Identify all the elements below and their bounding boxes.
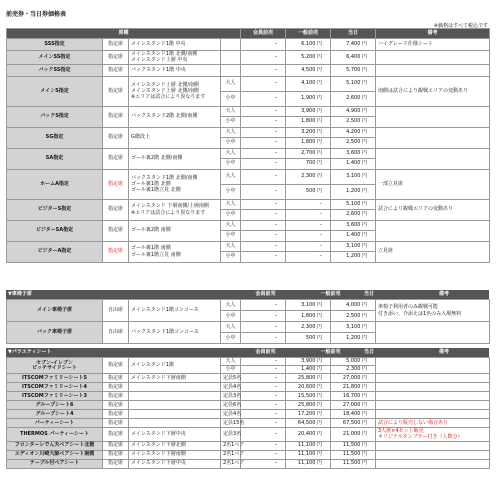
seat-row — [7, 106, 490, 117]
seat-advance-price: – — [241, 76, 286, 91]
wheelchair-name: メイン車椅子席 — [7, 300, 103, 322]
seat-seat-area: ゴール裏2階 南側 — [129, 220, 221, 241]
seat-general-price: 5,200 円 — [286, 51, 331, 65]
col-remarks: 備考 — [438, 349, 449, 355]
seat-sameday-price: 4,900 円 — [331, 106, 376, 117]
seat-seat-area: メインスタンド 下層南側/上層南側 ※エリアは試合により異なります — [129, 199, 221, 220]
seat-advance-price: – — [241, 138, 286, 149]
seat-row — [7, 39, 490, 51]
seat-remarks — [376, 220, 490, 241]
seat-row — [7, 64, 490, 76]
seat-advance-price: – — [241, 241, 286, 252]
seat-ticket-type: 小中 — [221, 159, 241, 170]
party-name: ITSCOMファミリーシート5 — [7, 374, 103, 383]
seat-name: バックSS指定 — [7, 64, 103, 76]
seat-seat-area: ゴール裏2階 北側/南側 — [129, 148, 221, 169]
seat-row — [7, 241, 490, 252]
seat-ticket-type: 小中 — [221, 231, 241, 242]
seat-sameday-price: 1,400 円 — [331, 159, 376, 170]
seat-class: 指定席 — [103, 241, 129, 262]
party-seat-area — [129, 383, 221, 392]
party-name: ITSCOMファミリーシート3 — [7, 392, 103, 401]
party-sameday-price: 2,300 円 — [331, 366, 376, 374]
seat-name: ホームA指定 — [7, 169, 103, 199]
party-advance-price: – — [241, 459, 286, 468]
party-sameday-price: 21,000 円 — [331, 428, 376, 442]
seat-advance-price: – — [241, 252, 286, 263]
seat-general-price: 1,800 円 — [286, 138, 331, 149]
seat-sameday-price: 1,200 円 — [331, 252, 376, 263]
seat-seat-area: バックスタンド1階 中央 — [129, 64, 221, 76]
seat-ticket-type: 大人 — [221, 220, 241, 231]
party-remarks — [376, 358, 490, 374]
seat-class: 指定席 — [103, 76, 129, 106]
party-name: ITSCOMファミリーシート4 — [7, 383, 103, 392]
seat-remarks — [376, 106, 490, 127]
seat-class: 指定席 — [103, 64, 129, 76]
seat-sameday-price: 3,600 円 — [331, 148, 376, 159]
seat-name: ビジターA指定 — [7, 241, 103, 262]
party-ticket-type: 小中 — [221, 366, 241, 374]
seat-ticket-type: 大人 — [221, 127, 241, 138]
party-advance-price: – — [241, 410, 286, 419]
seat-class: 指定席 — [103, 127, 129, 148]
party-advance-price: – — [241, 428, 286, 442]
party-name: テーブル付ペアシート — [7, 459, 103, 468]
party-remarks — [376, 401, 490, 410]
wheelchair-name: バック車椅子席 — [7, 322, 103, 344]
seat-advance-price: – — [241, 106, 286, 117]
seat-advance-price: – — [241, 231, 286, 242]
seat-general-price: 700 円 — [286, 159, 331, 170]
party-row — [7, 358, 490, 366]
wheelchair-row — [7, 322, 490, 333]
party-seat-area: メインスタンド下層中央 — [129, 428, 221, 442]
party-name: セブン-イレブン ピッチサイドシート — [7, 358, 103, 374]
party-ticket-type: 定員3名 — [221, 392, 241, 401]
seat-general-price: – — [286, 241, 331, 252]
party-class: 指定席 — [103, 441, 129, 450]
party-general-price: 20,400 円 — [286, 428, 331, 442]
seat-name: SSS指定 — [7, 39, 103, 51]
seat-advance-price: – — [241, 169, 286, 184]
seat-advance-price: – — [241, 64, 286, 76]
wheelchair-price-table — [6, 299, 490, 344]
header-sameday: 当日 — [331, 29, 376, 39]
seat-name: メインSS指定 — [7, 51, 103, 65]
party-seat-area: メインスタンド下層北側 — [129, 441, 221, 450]
wheelchair-seat-area: メインスタンド1階コンコース — [129, 300, 221, 322]
seat-class: 指定席 — [103, 169, 129, 199]
seat-name: SA指定 — [7, 148, 103, 169]
seat-row — [7, 220, 490, 231]
party-ticket-type: 定員5名 — [221, 374, 241, 383]
wheelchair-general-price: 2,300 円 — [286, 322, 331, 333]
party-ticket-type: 2名1ペア — [221, 459, 241, 468]
seat-name: SG指定 — [7, 127, 103, 148]
seat-sameday-price: 1,200 円 — [331, 184, 376, 199]
seat-class: 指定席 — [103, 106, 129, 127]
seat-sameday-price: 5,100 円 — [331, 199, 376, 210]
seat-class: 指定席 — [103, 220, 129, 241]
party-general-price: 25,800 円 — [286, 374, 331, 383]
party-sameday-price: 5,000 円 — [331, 358, 376, 366]
party-row — [7, 383, 490, 392]
seat-row — [7, 148, 490, 159]
party-ticket-type: 定員15名 — [221, 419, 241, 428]
seat-advance-price: – — [241, 39, 286, 51]
seat-advance-price: – — [241, 148, 286, 159]
col-sameday: 当日 — [363, 291, 374, 297]
seat-remarks — [376, 51, 490, 65]
party-ticket-type: 定員3名 — [221, 428, 241, 442]
col-sameday: 当日 — [363, 349, 374, 355]
tax-note: ※価格はすべて税込です — [433, 23, 488, 29]
wheelchair-advance-price: – — [241, 333, 286, 344]
wheelchair-class: 自由席 — [103, 322, 129, 344]
party-advance-price: – — [241, 401, 286, 410]
seat-seat-area: メインスタンド1階 中央 — [129, 39, 221, 51]
party-sameday-price: 27,000 円 — [331, 401, 376, 410]
seat-sameday-price: 5,100 円 — [331, 76, 376, 91]
party-seat-area — [129, 419, 221, 428]
seat-seat-area: バックスタンド2階 北側/南側 — [129, 106, 221, 127]
header-row — [7, 29, 490, 39]
seat-remarks — [376, 127, 490, 148]
seat-ticket-type: 大人 — [221, 241, 241, 252]
seat-remarks: 南側は試合により観戦エリアの変動あり — [376, 76, 490, 106]
party-general-price: 17,200 円 — [286, 410, 331, 419]
party-general-price: 1,400 円 — [286, 366, 331, 374]
seat-name: メインS指定 — [7, 76, 103, 106]
seat-ticket-type: 大人 — [221, 199, 241, 210]
party-general-price: 20,600 円 — [286, 383, 331, 392]
wheelchair-sameday-price: 1,200 円 — [331, 333, 376, 344]
seat-ticket-type: 小中 — [221, 210, 241, 221]
party-row — [7, 441, 490, 450]
seat-seat-area: メインスタンド上層 北側/南側 メインスタンド上層 北側/南側 ※エリアは試合により異なります — [129, 76, 221, 106]
party-advance-price: – — [241, 383, 286, 392]
header-seat: 席種 — [7, 29, 241, 39]
seat-remarks: 試合により観戦エリアの変動あり — [376, 199, 490, 220]
seat-ticket-type: 小中 — [221, 138, 241, 149]
seat-ticket-type: 小中 — [221, 252, 241, 263]
seat-sameday-price: 4,200 円 — [331, 127, 376, 138]
party-seat-area: メインスタンド1階 — [129, 358, 221, 374]
party-name: グループシート4 — [7, 410, 103, 419]
party-general-price: 11,100 円 — [286, 450, 331, 459]
wheelchair-advance-price: – — [241, 311, 286, 322]
party-sameday-price: 21,800 円 — [331, 383, 376, 392]
seat-general-price: 1,900 円 — [286, 91, 331, 106]
party-class: 指定席 — [103, 358, 129, 374]
party-row — [7, 410, 490, 419]
seat-advance-price: – — [241, 199, 286, 210]
party-remarks — [376, 392, 490, 401]
wheelchair-section-header — [6, 290, 489, 299]
wheelchair-sameday-price: 4,000 円 — [331, 300, 376, 311]
seat-general-price: 3,900 円 — [286, 106, 331, 117]
seat-sameday-price: 2,500 円 — [331, 117, 376, 128]
party-class: 指定席 — [103, 428, 129, 442]
party-general-price: 11,100 円 — [286, 441, 331, 450]
seat-row — [7, 127, 490, 138]
seat-row — [7, 51, 490, 65]
party-advance-price: – — [241, 366, 286, 374]
col-advance: 会員前売 — [255, 291, 276, 297]
seat-seat-area: G階段上 — [129, 127, 221, 148]
party-section-label: ▼パラエティシート — [8, 349, 52, 355]
seat-remarks: 立見席 — [376, 241, 490, 262]
party-class: 指定席 — [103, 410, 129, 419]
party-seat-area: メインスタンド下層南側 — [129, 450, 221, 459]
wheelchair-sameday-price: 3,100 円 — [331, 322, 376, 333]
party-class: 指定席 — [103, 401, 129, 410]
seat-sameday-price: 1,400 円 — [331, 231, 376, 242]
party-row — [7, 428, 490, 442]
wheelchair-general-price: 3,100 円 — [286, 300, 331, 311]
party-remarks — [376, 459, 490, 468]
seat-sameday-price: 3,100 円 — [331, 169, 376, 184]
seat-seat-area: メインスタンド1階 北側/南側 メインスタンド上層 中央 — [129, 51, 221, 65]
party-remarks — [376, 410, 490, 419]
party-general-price: 15,500 円 — [286, 392, 331, 401]
seat-remarks — [376, 148, 490, 169]
seat-general-price: 4,100 円 — [286, 76, 331, 91]
wheelchair-ticket-type: 大人 — [221, 322, 241, 333]
party-general-price: 11,100 円 — [286, 459, 331, 468]
seat-seat-area: バックスタンド1階 北側/南側 ゴール裏1階 北側 ゴール裏1階立見 北側 — [129, 169, 221, 199]
wheelchair-advance-price: – — [241, 300, 286, 311]
seat-row — [7, 199, 490, 210]
seat-advance-price: – — [241, 159, 286, 170]
wheelchair-remarks — [376, 322, 490, 344]
seat-ticket-type — [221, 39, 241, 51]
wheelchair-ticket-type: 小中 — [221, 311, 241, 322]
wheelchair-class: 自由席 — [103, 300, 129, 322]
wheelchair-seat-area: バックスタンド1階コンコース — [129, 322, 221, 344]
header-general: 一般前売 — [286, 29, 331, 39]
wheelchair-remarks: 車椅子利用者のみ観戦可能 付き添い、介添えは1名のみ入場無料 — [376, 300, 490, 322]
wheelchair-section-label: ▼車椅子席 — [8, 291, 32, 297]
seat-general-price: 2,300 円 — [286, 169, 331, 184]
wheelchair-sameday-price: 2,500 円 — [331, 311, 376, 322]
seat-class: 指定席 — [103, 148, 129, 169]
party-name: フロンターレでん夫ペアシート北側 — [7, 441, 103, 450]
seat-general-price: 1,800 円 — [286, 117, 331, 128]
party-class: 指定席 — [103, 419, 129, 428]
party-name: エディオン川崎大師ペアシート南側 — [7, 450, 103, 459]
party-class: 指定席 — [103, 450, 129, 459]
seat-general-price: 2,700 円 — [286, 148, 331, 159]
party-advance-price: – — [241, 358, 286, 366]
party-sameday-price: 18,400 円 — [331, 410, 376, 419]
seat-row — [7, 76, 490, 91]
seat-general-price: – — [286, 210, 331, 221]
party-row — [7, 459, 490, 468]
seat-class: 指定席 — [103, 39, 129, 51]
seat-remarks — [376, 64, 490, 76]
seat-general-price: – — [286, 231, 331, 242]
wheelchair-general-price: 500 円 — [286, 333, 331, 344]
party-sameday-price: 27,000 円 — [331, 374, 376, 383]
wheelchair-ticket-type: 大人 — [221, 300, 241, 311]
col-general: 一般前売 — [320, 291, 341, 297]
party-remarks — [376, 450, 490, 459]
party-sameday-price: 67,500 円 — [331, 419, 376, 428]
seat-general-price: 4,500 円 — [286, 64, 331, 76]
party-ticket-type: 定員4名 — [221, 410, 241, 419]
wheelchair-ticket-type: 小中 — [221, 333, 241, 344]
seat-ticket-type: 小中 — [221, 184, 241, 199]
party-row — [7, 392, 490, 401]
party-advance-price: – — [241, 419, 286, 428]
party-ticket-type: 2名1ペア — [221, 441, 241, 450]
party-price-table — [6, 357, 490, 469]
party-seat-area: メインスタンド下層中央 — [129, 459, 221, 468]
seat-sameday-price: 3,600 円 — [331, 220, 376, 231]
seat-name: ビジターS指定 — [7, 199, 103, 220]
party-seat-area — [129, 410, 221, 419]
seat-name: バックS指定 — [7, 106, 103, 127]
seat-remarks: 一部立見席 — [376, 169, 490, 199]
party-sameday-price: 16,700 円 — [331, 392, 376, 401]
seat-row — [7, 169, 490, 184]
seat-ticket-type: 大人 — [221, 76, 241, 91]
header-advance: 会員前売 — [241, 29, 286, 39]
party-class: 指定席 — [103, 374, 129, 383]
seat-general-price: – — [286, 199, 331, 210]
seat-ticket-type: 小中 — [221, 91, 241, 106]
party-general-price: 25,800 円 — [286, 401, 331, 410]
seat-general-price: – — [286, 252, 331, 263]
seat-general-price: 6,100 円 — [286, 39, 331, 51]
seat-ticket-type — [221, 51, 241, 65]
seat-ticket-type: 大人 — [221, 148, 241, 159]
party-sameday-price: 11,500 円 — [331, 441, 376, 450]
party-seat-area — [129, 401, 221, 410]
seat-general-price: – — [286, 220, 331, 231]
seat-sameday-price: 6,400 円 — [331, 51, 376, 65]
party-general-price: 3,900 円 — [286, 358, 331, 366]
wheelchair-general-price: 1,800 円 — [286, 311, 331, 322]
seat-advance-price: – — [241, 91, 286, 106]
seat-class: 指定席 — [103, 51, 129, 65]
party-ticket-type: 定員6名 — [221, 401, 241, 410]
party-section-header — [6, 348, 489, 357]
seat-advance-price: – — [241, 210, 286, 221]
party-class: 指定席 — [103, 383, 129, 392]
party-seat-area — [129, 392, 221, 401]
main-price-table — [6, 28, 490, 263]
seat-name: ビジターSA指定 — [7, 220, 103, 241]
party-sameday-price: 11,500 円 — [331, 459, 376, 468]
party-advance-price: – — [241, 392, 286, 401]
wheelchair-row — [7, 300, 490, 311]
party-name: THERMOS パーティーシート — [7, 428, 103, 442]
seat-ticket-type: 大人 — [221, 106, 241, 117]
party-class: 指定席 — [103, 459, 129, 468]
party-row — [7, 450, 490, 459]
seat-sameday-price: 5,700 円 — [331, 64, 376, 76]
party-remarks — [376, 374, 490, 383]
party-seat-area: メインスタンド下層南側 — [129, 374, 221, 383]
party-remarks — [376, 383, 490, 392]
seat-ticket-type: 大人 — [221, 169, 241, 184]
seat-advance-price: – — [241, 117, 286, 128]
party-name: パーティーシート — [7, 419, 103, 428]
party-remarks: 試合により販売しない場合あり — [376, 419, 490, 428]
party-advance-price: – — [241, 441, 286, 450]
seat-ticket-type — [221, 64, 241, 76]
seat-class: 指定席 — [103, 199, 129, 220]
party-row — [7, 374, 490, 383]
seat-sameday-price: 2,600 円 — [331, 91, 376, 106]
page-title: 前売券・当日券価格表 — [6, 11, 67, 18]
party-remarks: 3人席×4セット販売 オリジナルタンブラー付き（人数分） — [376, 428, 490, 442]
header-remarks: 備考 — [376, 29, 490, 39]
col-advance: 会員前売 — [255, 349, 276, 355]
party-row — [7, 401, 490, 410]
party-remarks — [376, 441, 490, 450]
seat-advance-price: – — [241, 220, 286, 231]
party-name: グループシート6 — [7, 401, 103, 410]
party-ticket-type: 大人 — [221, 358, 241, 366]
seat-sameday-price: 7,400 円 — [331, 39, 376, 51]
seat-sameday-price: 2,600 円 — [331, 210, 376, 221]
party-class: 指定席 — [103, 392, 129, 401]
wheelchair-advance-price: – — [241, 322, 286, 333]
seat-general-price: 500 円 — [286, 184, 331, 199]
seat-sameday-price: 2,500 円 — [331, 138, 376, 149]
seat-advance-price: – — [241, 184, 286, 199]
party-row — [7, 419, 490, 428]
party-sameday-price: 11,500 円 — [331, 450, 376, 459]
seat-sameday-price: 3,100 円 — [331, 241, 376, 252]
party-ticket-type: 定員4名 — [221, 383, 241, 392]
seat-seat-area: ゴール裏1階 南側 ゴール裏1階立見 南側 — [129, 241, 221, 262]
seat-remarks: ハイグレード仕様シート — [376, 39, 490, 51]
party-general-price: 64,500 円 — [286, 419, 331, 428]
seat-general-price: 3,200 円 — [286, 127, 331, 138]
party-advance-price: – — [241, 450, 286, 459]
party-advance-price: – — [241, 374, 286, 383]
col-remarks: 備考 — [438, 291, 449, 297]
col-general: 一般前売 — [320, 349, 341, 355]
party-ticket-type: 2名1ペア — [221, 450, 241, 459]
seat-advance-price: – — [241, 127, 286, 138]
seat-ticket-type: 小中 — [221, 117, 241, 128]
seat-advance-price: – — [241, 51, 286, 65]
